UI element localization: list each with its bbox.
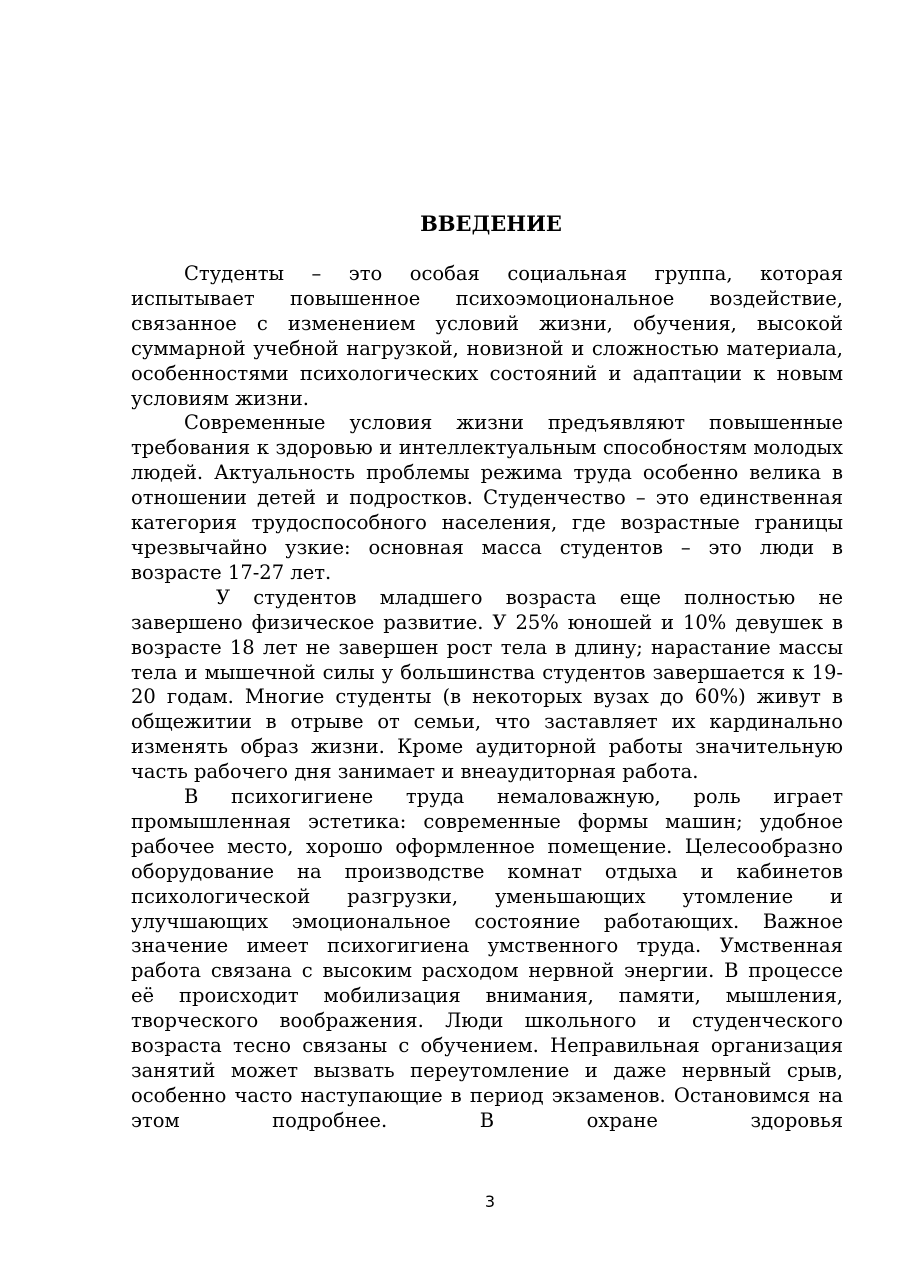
paragraph-1: Студенты – это особая социальная группа, которая испытывает повышенное психоэмоциональное воздействие, связанное с изменением условий жизни, обучения, высокой суммарной учебной нагрузкой, новизной и сложностью материала, особенностями психологических состояний и адаптации к новым условиям жизни. xyxy=(131,262,843,410)
paragraph-4: В психогигиене труда немаловажную, роль играет промышленная эстетика: современные формы машин; удобное рабочее место, хорошо оформленное помещение. Целесообразно оборудование на производстве комнат отдыха и кабинетов психологической разгрузки, уменьшающих утомление и улучшающих эмоциональное состояние работающих. Важное значение имеет психогигиена умственного труда. Умственная работа связана с высоким расходом нервной энергии. В процессе её происходит мобилизация внимания, памяти, мышления, творческого воображения. Люди школьного и студенческого возраста тесно связаны с обучением. Неправильная организация занятий может вызвать переутомление и даже нервный срыв, особенно часто наступающие в период экзаменов. Остановимся на этом подробнее. В охране здоровья xyxy=(131,785,843,1132)
paragraph-2: Современные условия жизни предъявляют повышенные требования к здоровью и интеллектуальным способностям молодых людей. Актуальность проблемы режима труда особенно велика в отношении детей и подростков. Студенчество – это единственная категория трудоспособного населения, где возрастные границы чрезвычайно узкие: основная масса студентов – это люди в возрасте 17-27 лет. xyxy=(131,411,843,584)
page-number: 3 xyxy=(484,1192,496,1211)
paragraph-3: У студентов младшего возраста еще полностью не завершено физическое развитие. У 25% юношей и 10% девушек в возрасте 18 лет не завершен рост тела в длину; нарастание массы тела и мышечной силы у большинства студентов завершается к 19-20 годам. Многие студенты (в некоторых вузах до 60%) живут в общежитии в отрыве от семьи, что заставляет их кардинально изменять образ жизни. Кроме аудиторной работы значительную часть рабочего дня занимает и внеаудиторная работа. xyxy=(131,585,843,784)
page-heading: ВВЕДЕНИЕ xyxy=(420,211,562,236)
body-text xyxy=(131,262,843,1134)
